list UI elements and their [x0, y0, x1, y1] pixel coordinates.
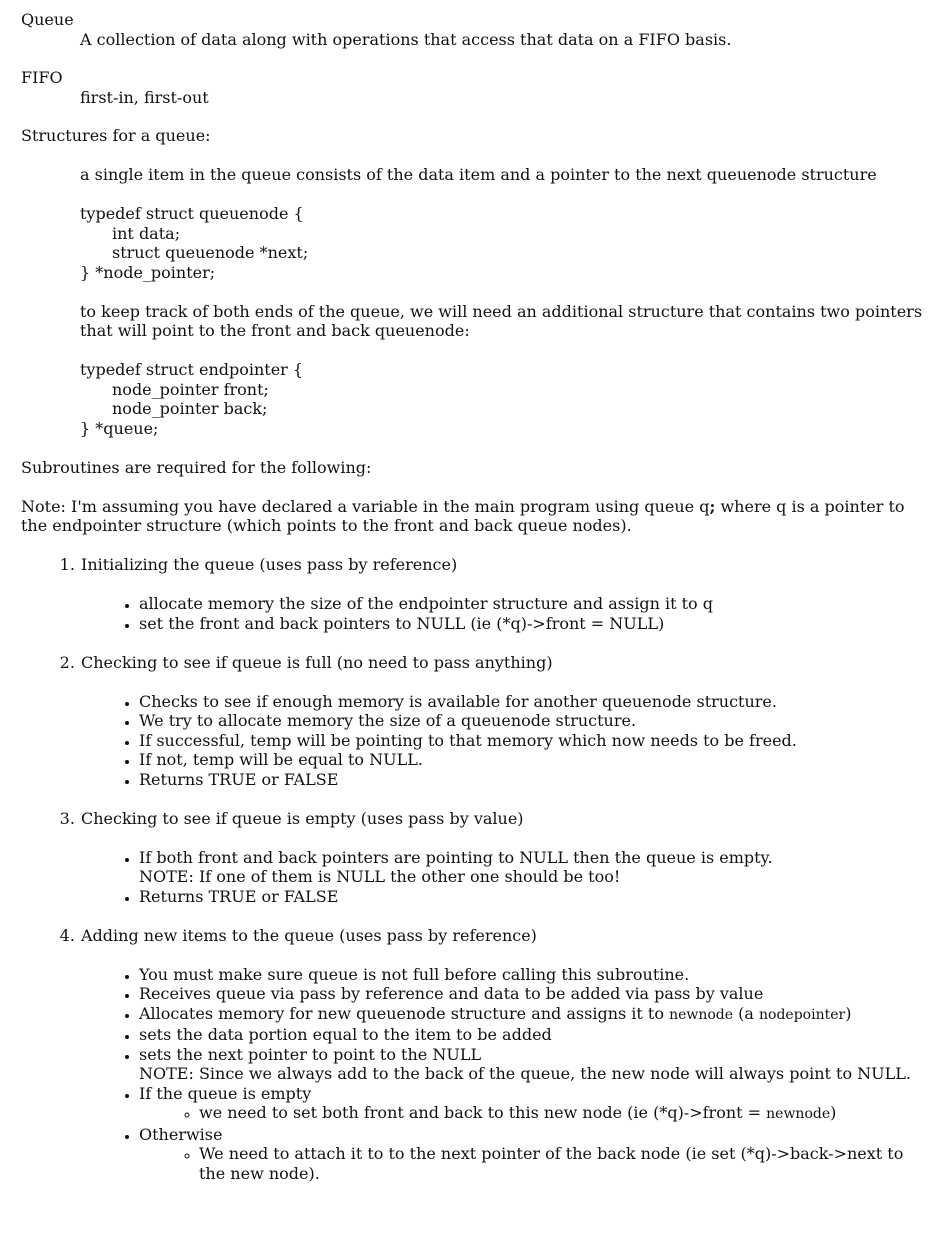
subroutine-title: Adding new items to the queue (uses pass by reference): [81, 925, 537, 945]
list-item-text: ): [830, 1103, 837, 1122]
list-item: [139, 1004, 931, 1026]
note-semicolon: ;: [709, 496, 716, 516]
definition-term-queue: Queue: [21, 10, 74, 29]
list-item-text: Otherwise: [139, 1124, 223, 1144]
list-item: [139, 848, 931, 887]
sub-list-item: ◦ We need to attach it to to the next pointer of the back node (ie set (*q)->back->next to the new node).: [199, 1144, 931, 1183]
structures-section: [80, 165, 931, 438]
code-line: } *node_pointer;: [80, 262, 216, 282]
endpointer-intro: to keep track of both ends of the queue, we will need an additional structure that contains two pointers that will point to the front and back queuenode:: [80, 301, 923, 340]
code-line: node_pointer back;: [112, 399, 268, 418]
code-line: } *queue;: [80, 418, 159, 438]
list-item: • Returns TRUE or FALSE: [139, 770, 931, 790]
definition-queue: A collection of data along with operations that access that data on a FIFO basis.: [80, 29, 732, 49]
subroutine-initialize: [80, 555, 931, 633]
subroutine-title: Checking to see if queue is full (no need to pass anything): [81, 652, 553, 672]
list-item: • set the front and back pointers to NULL (ie (*q)->front = NULL): [139, 614, 931, 634]
subroutine-title: Initializing the queue (uses pass by reference): [81, 555, 458, 574]
definition-term-fifo: FIFO: [21, 68, 63, 87]
code-line: node_pointer front;: [112, 379, 269, 399]
subroutine-list: [21, 555, 931, 1183]
list-item-text: If the queue is empty: [139, 1083, 312, 1103]
list-item-note: NOTE: If one of them is NULL the other one should be too!: [139, 867, 621, 886]
bullet-list: [81, 594, 931, 633]
nodepointer-type: nodepointer: [759, 1006, 846, 1023]
list-item: • If successful, temp will be pointing to that memory which now needs to be freed.: [139, 731, 931, 751]
list-item: • Receives queue via pass by reference and data to be added via pass by value: [139, 984, 931, 1004]
subroutines-heading: Subroutines are required for the following:: [21, 457, 372, 477]
list-item-text: we need to set both front and back to this new node (ie (*q)->front =: [199, 1103, 767, 1122]
endpointer-code-block: [80, 360, 931, 438]
bullet-list: [81, 692, 931, 790]
structures-heading: Structures for a queue:: [21, 126, 211, 145]
note-text: Note: I'm assuming you have declared a variable in the main program using queue q: [21, 496, 710, 516]
sub-bullet-list: [139, 1144, 931, 1183]
sub-list-item: [199, 1103, 931, 1125]
newnode-variable: newnode: [766, 1106, 831, 1122]
list-item: [139, 1125, 931, 1184]
code-line: typedef struct endpointer {: [80, 360, 304, 379]
note-text: where q is a pointer to the endpointer structure (which points to the front and back queue nodes).: [21, 496, 905, 535]
sub-bullet-list: [139, 1103, 931, 1125]
subroutine-is-empty: [80, 809, 931, 907]
definition-fifo: first-in, first-out: [80, 87, 209, 107]
list-item-text: Allocates memory for new queuenode structure and assigns it to: [139, 1003, 670, 1023]
newnode-variable: newnode: [669, 1006, 734, 1023]
code-line: int data;: [112, 223, 181, 243]
bullet-list: [81, 848, 931, 907]
list-item-text: ): [845, 1003, 852, 1023]
list-item: [139, 1084, 931, 1125]
assumption-note: [21, 497, 931, 536]
list-item: • Checks to see if enough memory is available for another queuenode structure.: [139, 692, 931, 712]
list-item-note: NOTE: Since we always add to the back of the queue, the new node will always point to NULL.: [139, 1064, 911, 1083]
definition-list: [21, 10, 931, 107]
subroutine-is-full: [80, 653, 931, 790]
bullet-list: [81, 965, 931, 1184]
list-item-line: • If both front and back pointers are pointing to NULL then the queue is empty.: [139, 847, 773, 867]
queuenode-code-block: [80, 204, 931, 282]
list-item: • allocate memory the size of the endpointer structure and assign it to q: [139, 594, 931, 614]
list-item: • You must make sure queue is not full before calling this subroutine.: [139, 965, 931, 985]
list-item: • If not, temp will be equal to NULL.: [139, 750, 931, 770]
code-line: struct queuenode *next;: [112, 243, 309, 262]
subroutine-title: Checking to see if queue is empty (uses pass by value): [81, 808, 524, 828]
list-item-line: • sets the next pointer to point to the NULL: [139, 1044, 482, 1064]
list-item-text: (a: [733, 1003, 760, 1023]
list-item: • sets the data portion equal to the item to be added: [139, 1025, 931, 1045]
node-intro: a single item in the queue consists of the data item and a pointer to the next queuenode structure: [80, 165, 877, 184]
list-item: • Returns TRUE or FALSE: [139, 887, 931, 907]
list-item: • We try to allocate memory the size of a queuenode structure.: [139, 711, 931, 731]
code-line: typedef struct queuenode {: [80, 204, 304, 223]
list-item: [139, 1045, 931, 1084]
subroutine-enqueue: [80, 926, 931, 1184]
